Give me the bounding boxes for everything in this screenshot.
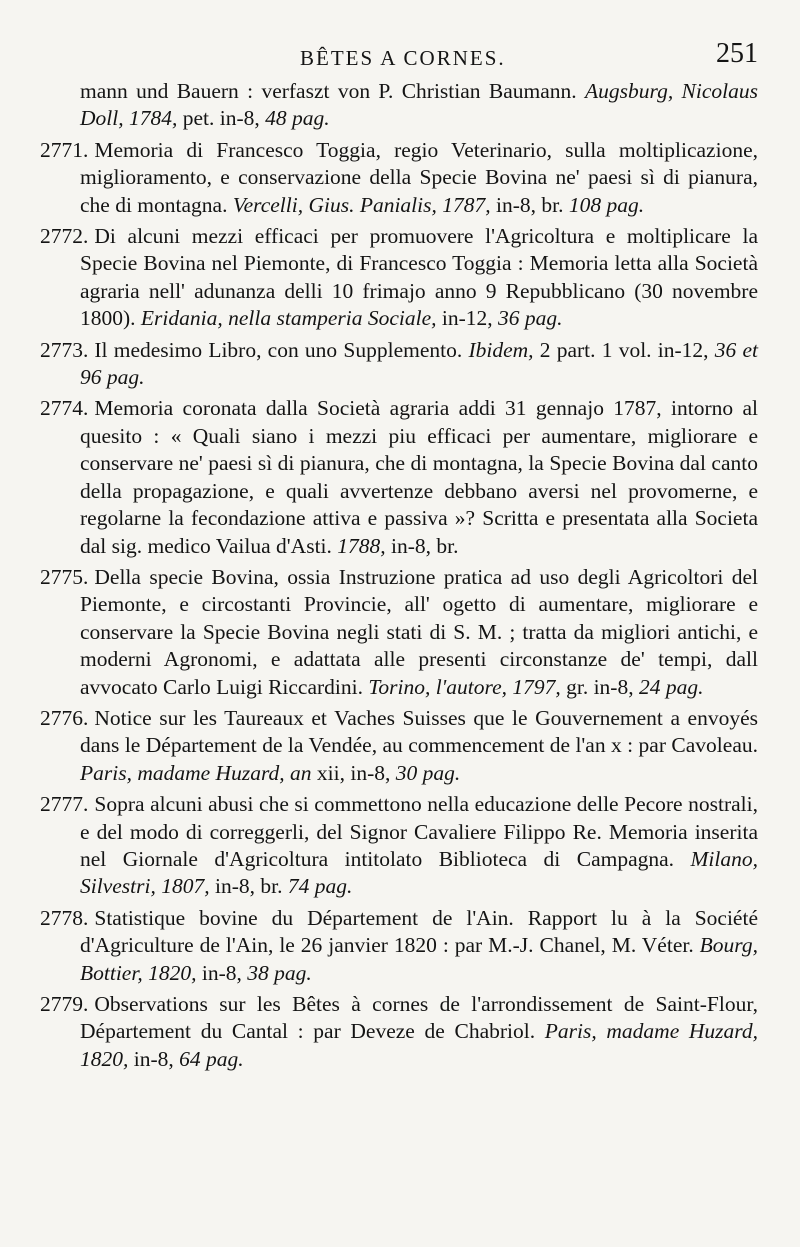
entry-format: xii, in-8, xyxy=(311,760,396,785)
entry-imprint: Bourg, Bottier, 1820, xyxy=(80,933,758,985)
entry-imprint: Paris, madame Huzard, an xyxy=(80,760,312,785)
entry-2778 xyxy=(40,905,758,987)
entry-text: Memoria coronata dalla Società agraria addi 31 gennajo 1787, intorno al quesito : « Quali siano i mezzi piu efficaci per aumentare, migliorare e conservare ne' paesi sì di pianura, che di montagna, la Specie Bovina dal canto della propagazione, e quali avvertenze debbano aversi nel provomerne, e regolarne la fecondazione attiva e passiva »? Scritta e presentata alla Societa dal sig. medico Vailua d'Asti. xyxy=(80,396,758,558)
entry-text: Il medesimo Libro, con uno Supplemento. xyxy=(94,337,469,362)
entry-pages: 64 pag. xyxy=(179,1046,244,1071)
entry-format: in-8, br. xyxy=(385,533,459,558)
entry-format: gr. in-8, xyxy=(560,674,639,699)
entry-imprint: 1788, xyxy=(337,533,386,558)
entry-imprint: Paris, madame Huzard, 1820, xyxy=(80,1019,758,1071)
entry-2779 xyxy=(40,991,758,1073)
entry-text: Statistique bovine du Département de l'Ain. Rapport lu à la Société d'Agriculture de l'Ain, le 26 janvier 1820 : par M.-J. Chanel, M. Véter. xyxy=(80,905,758,958)
entry-format: in-8, br. xyxy=(490,192,569,217)
entry-text: Sopra alcuni abusi che si commettono nella educazione delle Pecore nostrali, e del modo di correggerli, del Signor Cavaliere Filippo Re. Memoria inserita nel Giornale d'Agricoltura intitolato Biblioteca di Campagna. xyxy=(80,792,758,871)
entry-number: 2777. xyxy=(40,792,89,817)
entry-format: in-8, xyxy=(128,1046,180,1071)
entry-text: Memoria di Francesco Toggia, regio Veterinario, sulla moltiplicazione, miglioramento, e conservazione della Specie Bovina ne' paesi sì di pianura, che di montagna. xyxy=(80,137,758,217)
entry-imprint: Milano, Silvestri, 1807, xyxy=(80,846,758,899)
entry-imprint: Augsburg, Nicolaus Doll, 1784, xyxy=(80,79,758,131)
entry-number: 2778. xyxy=(40,905,89,930)
entry-number: 2771. xyxy=(40,137,89,162)
entry-continuation xyxy=(40,78,758,133)
entry-number: 2779. xyxy=(40,992,89,1016)
entry-number: 2774. xyxy=(40,396,89,421)
running-head xyxy=(0,38,800,78)
entry-pages: 36 et 96 pag. xyxy=(80,337,758,390)
entry-format: in-8, br. xyxy=(209,874,288,899)
entry-pages: 24 pag. xyxy=(638,674,704,699)
entry-number: 2776. xyxy=(40,705,89,730)
entry-pages: 30 pag. xyxy=(395,760,461,785)
entry-number: 2773. xyxy=(40,337,89,362)
entry-text: Di alcuni mezzi efficaci per promuovere l'Agricoltura e moltiplicare la Specie Bovina nel Piemonte, di Francesco Toggia : Memoria letta alla Società agraria nell' adunanza delli 10 frimajo anno 9 Repubblicano (30 novembre 1800). xyxy=(80,224,758,331)
entry-2773 xyxy=(40,337,758,392)
entry-2772 xyxy=(40,223,758,333)
entry-text: mann und Bauern : verfaszt von P. Christian Baumann. xyxy=(80,79,585,103)
entry-2771 xyxy=(40,137,758,219)
entry-format: pet. in-8, xyxy=(177,106,266,131)
entry-format: in-12, xyxy=(436,306,499,331)
page-number: 251 xyxy=(716,38,758,69)
entry-imprint: Vercelli, Gius. Panialis, 1787, xyxy=(232,192,491,217)
entry-2777 xyxy=(40,791,758,901)
entry-imprint: Torino, l'autore, 1797, xyxy=(368,674,561,699)
entry-format: 2 part. 1 vol. in-12, xyxy=(533,337,715,362)
entry-imprint: Ibidem, xyxy=(468,337,534,362)
entry-format: in-8, xyxy=(196,960,248,985)
entry-number: 2775. xyxy=(40,564,89,589)
entry-text: Della specie Bovina, ossia Instruzione pratica ad uso degli Agricoltori del Piemonte, e circostanti Provincie, all' ogetto di aumentare, migliorare e conservare la Specie Bovina negli stati di S. M. ; tratta da migliori antichi, e moderni Agronomi, e adattata alle presenti circonstanze de' tempi, dall avvocato Carlo Luigi Riccardini. xyxy=(80,564,758,699)
entry-text: Observations sur les Bêtes à cornes de l'arrondissement de Saint-Flour, Département du Cantal : par Deveze de Chabriol. xyxy=(80,992,758,1044)
entry-number: 2772. xyxy=(40,224,89,249)
entry-pages: 36 pag. xyxy=(498,306,563,331)
entry-imprint: Eridania, nella stamperia Sociale, xyxy=(140,306,437,331)
entry-2775 xyxy=(40,564,758,701)
entry-pages: 74 pag. xyxy=(287,874,353,899)
bibliography-list xyxy=(40,78,758,1077)
entry-2776 xyxy=(40,705,758,787)
entry-pages: 108 pag. xyxy=(568,192,645,217)
entry-2774 xyxy=(40,395,758,559)
entry-pages: 48 pag. xyxy=(265,106,330,131)
running-head-title: BÊTES A CORNES. xyxy=(300,46,506,70)
entry-text: Notice sur les Taureaux et Vaches Suisses que le Gouvernement a envoyés dans le Département de la Vendée, au commencement de l'an x : par Cavoleau. xyxy=(80,705,758,758)
entry-pages: 38 pag. xyxy=(247,960,312,985)
